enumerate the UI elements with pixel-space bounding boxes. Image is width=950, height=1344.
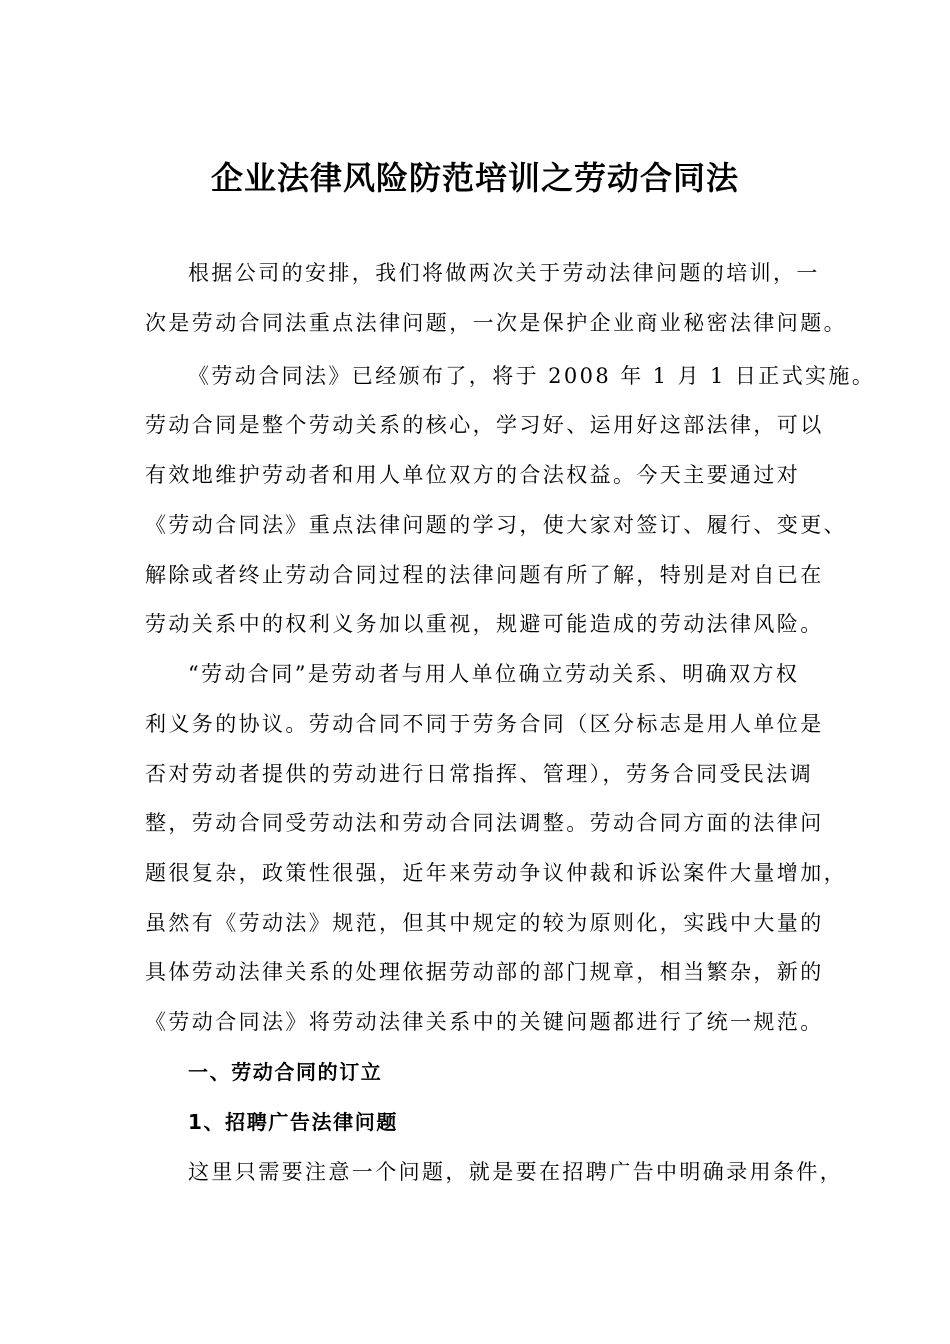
paragraph-line-17: 这里只需要注意一个问题，就是要在招聘广告中明确录用条件， <box>188 1160 844 1184</box>
paragraph-line-14: 虽然有《劳动法》规范，但其中规定的较为原则化，实践中大量的 <box>145 911 824 935</box>
paragraph-line-2: 次是劳动合同法重点法律问题，一次是保护企业商业秘密法律问题。 <box>145 311 847 335</box>
section-heading-1: 一、劳动合同的订立 <box>188 1060 383 1084</box>
paragraph-line-10: 利义务的协议。劳动合同不同于劳务合同（区分标志是用人单位是 <box>145 712 824 736</box>
paragraph-line-3: 《劳动合同法》已经颁布了，将于 2008 年 1 月 1 日正式实施。 <box>188 364 876 388</box>
paragraph-line-5: 有效地维护劳动者和用人单位双方的合法权益。今天主要通过对 <box>145 463 801 487</box>
paragraph-line-8: 劳动关系中的权利义务加以重视，规避可能造成的劳动法律风险。 <box>145 612 824 636</box>
document-title: 企业法律风险防范培训之劳动合同法 <box>210 159 739 197</box>
section-heading-2: 1、招聘广告法律问题 <box>188 1110 398 1134</box>
paragraph-line-16: 《劳动合同法》将劳动法律关系中的关键问题都进行了统一规范。 <box>145 1010 824 1034</box>
paragraph-line-12: 整，劳动合同受劳动法和劳动合同法调整。劳动合同方面的法律问 <box>145 811 824 835</box>
paragraph-line-15: 具体劳动法律关系的处理依据劳动部的部门规章，相当繁杂，新的 <box>145 960 824 984</box>
paragraph-line-1: 根据公司的安排，我们将做两次关于劳动法律问题的培训，一 <box>188 261 820 285</box>
paragraph-line-7: 解除或者终止劳动合同过程的法律问题有所了解，特别是对自已在 <box>145 563 824 587</box>
paragraph-line-9: “劳动合同”是劳动者与用人单位确立劳动关系、明确双方权 <box>188 662 800 686</box>
paragraph-line-6: 《劳动合同法》重点法律问题的学习，使大家对签订、履行、变更、 <box>145 513 847 537</box>
paragraph-line-4: 劳动合同是整个劳动关系的核心，学习好、运用好这部法律，可以 <box>145 413 824 437</box>
paragraph-line-11: 否对劳动者提供的劳动进行日常指挥、管理），劳务合同受民法调 <box>145 762 814 786</box>
paragraph-line-13: 题很复杂，政策性很强，近年来劳动争议仲裁和诉讼案件大量增加， <box>145 861 847 885</box>
